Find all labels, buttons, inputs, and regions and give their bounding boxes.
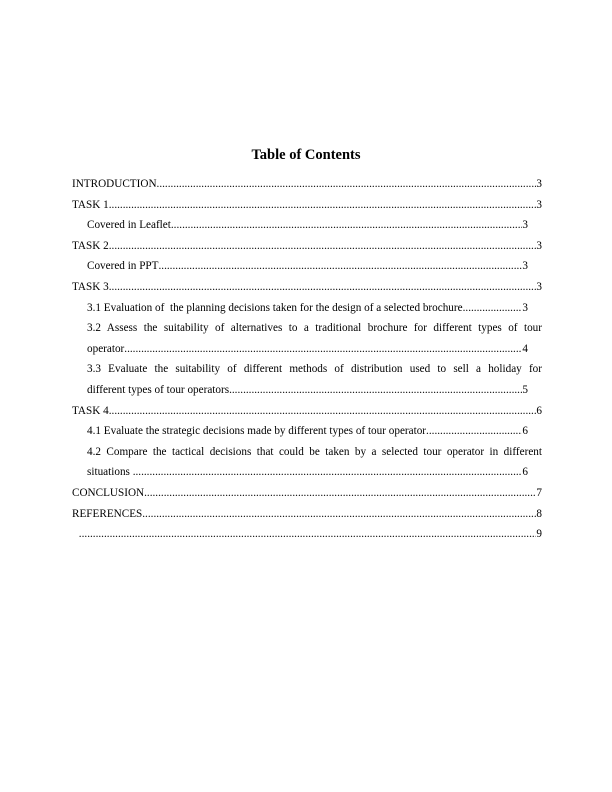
toc-entry-label: 4.1 Evaluate the strategic decisions made by different types of tour operator bbox=[87, 425, 427, 438]
toc-leader-dots bbox=[158, 256, 522, 277]
toc-entry-label-line-1: 3.2 Assess the suitability of alternatives to a traditional brochure for different types of tour bbox=[87, 322, 542, 335]
toc-page-number: 6 bbox=[522, 425, 528, 438]
toc-entry-4-2[interactable] bbox=[72, 442, 542, 483]
toc-entry-label: TASK 2 bbox=[72, 239, 109, 252]
toc-leader-dots bbox=[229, 380, 522, 401]
toc-page-number: 6 bbox=[522, 466, 528, 479]
toc-leader-dots bbox=[109, 401, 537, 422]
toc-entry-conclusion[interactable] bbox=[72, 483, 542, 504]
toc-leader-dots bbox=[109, 195, 537, 216]
table-of-contents bbox=[72, 174, 542, 545]
toc-entry-label: CONCLUSION bbox=[72, 486, 145, 499]
toc-page-number: 3 bbox=[522, 219, 528, 232]
toc-entry-label-line-1: 3.3 Evaluate the suitability of different methods of distribution used to sell a holiday for bbox=[87, 363, 542, 376]
toc-title: Table of Contents bbox=[251, 147, 361, 163]
toc-leader-dots bbox=[109, 277, 537, 298]
toc-leader-dots bbox=[133, 462, 523, 483]
toc-entry-task-3[interactable] bbox=[72, 277, 542, 298]
toc-entry-label: TASK 1 bbox=[72, 198, 109, 211]
toc-page-number: 6 bbox=[536, 404, 542, 417]
toc-entry-label: Covered in Leaflet bbox=[87, 219, 171, 232]
toc-entry-label: 3.1 Evaluation of the planning decisions taken for the design of a selected brochure bbox=[87, 301, 463, 314]
toc-leader-dots bbox=[144, 483, 536, 504]
toc-page-number: 8 bbox=[536, 507, 542, 520]
toc-leader-dots bbox=[426, 421, 522, 442]
toc-entry-untitled[interactable] bbox=[72, 524, 542, 545]
toc-entry-line-2 bbox=[72, 462, 542, 483]
toc-entry-label: INTRODUCTION bbox=[72, 178, 157, 190]
toc-entry-introduction[interactable] bbox=[72, 174, 542, 195]
toc-entry-label: Covered in PPT bbox=[87, 260, 159, 273]
toc-entry-references[interactable] bbox=[72, 504, 542, 525]
toc-leader-dots bbox=[142, 504, 536, 525]
toc-entry-covered-in-ppt[interactable] bbox=[72, 256, 542, 277]
toc-entry-3-1[interactable] bbox=[72, 298, 542, 319]
toc-page-number: 3 bbox=[522, 301, 528, 314]
toc-entry-label: TASK 3 bbox=[72, 280, 109, 293]
toc-entry-line-2 bbox=[72, 380, 542, 401]
toc-page-number: 3 bbox=[536, 280, 542, 293]
toc-entry-3-2[interactable] bbox=[72, 318, 542, 359]
toc-entry-label: TASK 4 bbox=[72, 404, 109, 417]
toc-entry-label: REFERENCES bbox=[72, 507, 143, 520]
toc-entry-label-line-2: situations bbox=[87, 466, 133, 479]
toc-leader-dots bbox=[463, 298, 523, 319]
toc-entry-label-line-2: operator bbox=[87, 342, 125, 355]
toc-entry-task-4[interactable] bbox=[72, 401, 542, 422]
toc-entry-label-line-1: 4.2 Compare the tactical decisions that could be taken by a selected tour operator in different bbox=[87, 445, 542, 458]
toc-page-number: 3 bbox=[522, 260, 528, 273]
toc-leader-dots bbox=[157, 174, 537, 195]
toc-page-number: 4 bbox=[522, 342, 528, 355]
toc-entry-covered-in-leaflet[interactable] bbox=[72, 215, 542, 236]
toc-entry-task-1[interactable] bbox=[72, 195, 542, 216]
toc-leader-dots bbox=[124, 339, 522, 360]
toc-leader-dots bbox=[109, 236, 537, 257]
toc-page-number: 9 bbox=[536, 528, 542, 541]
toc-page-number: 3 bbox=[536, 178, 542, 190]
toc-entry-line-2 bbox=[72, 339, 542, 360]
toc-page-number: 7 bbox=[536, 486, 542, 499]
toc-page-number: 3 bbox=[536, 198, 542, 211]
toc-leader-dots bbox=[171, 215, 523, 236]
toc-entry-3-3[interactable] bbox=[72, 359, 542, 400]
toc-entry-4-1[interactable] bbox=[72, 421, 542, 442]
toc-entry-label-line-2: different types of tour operators bbox=[87, 383, 230, 396]
toc-leader-dots bbox=[79, 524, 537, 545]
toc-entry-task-2[interactable] bbox=[72, 236, 542, 257]
toc-page-number: 5 bbox=[522, 383, 528, 396]
toc-page-number: 3 bbox=[536, 239, 542, 252]
